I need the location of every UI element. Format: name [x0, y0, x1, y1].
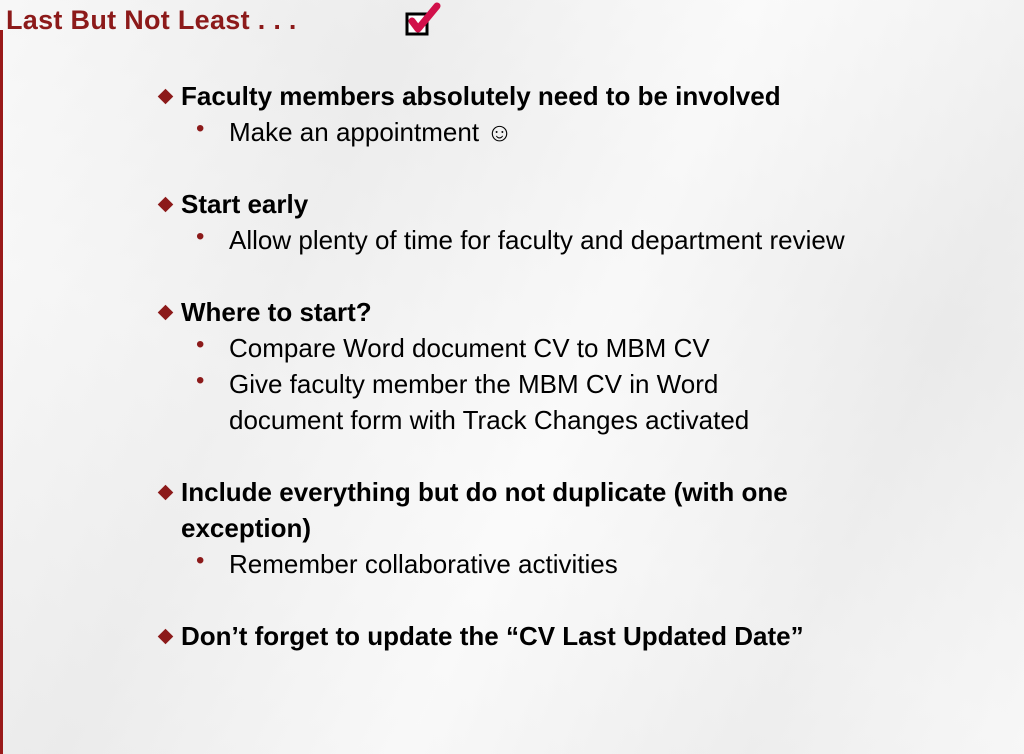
diamond-bullet-icon	[158, 89, 174, 105]
main-bullet	[156, 78, 896, 114]
sub-bullet-text: Remember collaborative activities	[229, 549, 618, 579]
sub-bullet-text: Allow plenty of time for faculty and department review	[229, 225, 845, 255]
main-bullet	[156, 474, 896, 546]
main-bullet	[156, 294, 896, 330]
sub-bullet	[156, 222, 869, 258]
sub-bullet	[156, 330, 896, 366]
bullet-content	[156, 78, 896, 654]
round-bullet-icon: •	[196, 331, 205, 358]
sub-bullet	[156, 546, 896, 582]
slide-title: Last But Not Least . . .	[6, 5, 297, 35]
sub-bullet-list	[156, 546, 896, 582]
sub-bullet-list	[156, 222, 896, 258]
section-where-to-start	[156, 294, 896, 438]
diamond-bullet-icon	[158, 629, 174, 645]
sub-bullet	[156, 366, 829, 438]
sub-bullet	[156, 114, 896, 150]
round-bullet-icon: •	[196, 367, 205, 394]
diamond-bullet-icon	[158, 485, 174, 501]
main-bullet-text: Start early	[181, 189, 309, 219]
section-include-everything	[156, 474, 896, 582]
main-bullet-text: Don’t forget to update the “CV Last Updated Date”	[181, 621, 804, 651]
main-bullet	[156, 186, 896, 222]
round-bullet-icon: •	[196, 223, 205, 250]
main-bullet-text: Faculty members absolutely need to be involved	[181, 81, 781, 111]
diamond-bullet-icon	[158, 197, 174, 213]
sub-bullet-list	[156, 114, 896, 150]
section-start-early	[156, 186, 896, 258]
checkbox-checked-icon	[404, 2, 444, 38]
sub-bullet-list	[156, 330, 896, 438]
round-bullet-icon: •	[196, 547, 205, 574]
main-bullet-text: Include everything but do not duplicate (with one exception)	[181, 477, 788, 543]
sub-bullet-text: Give faculty member the MBM CV in Word document form with Track Changes activated	[229, 369, 750, 435]
section-update-date	[156, 618, 896, 654]
sub-bullet-text: Compare Word document CV to MBM CV	[229, 333, 710, 363]
section-faculty-involved	[156, 78, 896, 150]
title-bar	[0, 0, 460, 40]
slide-left-edge	[0, 30, 3, 754]
diamond-bullet-icon	[158, 305, 174, 321]
main-bullet-text: Where to start?	[181, 297, 372, 327]
sub-bullet-text: Make an appointment ☺	[229, 117, 513, 147]
main-bullet	[156, 618, 841, 654]
round-bullet-icon: •	[196, 115, 205, 142]
